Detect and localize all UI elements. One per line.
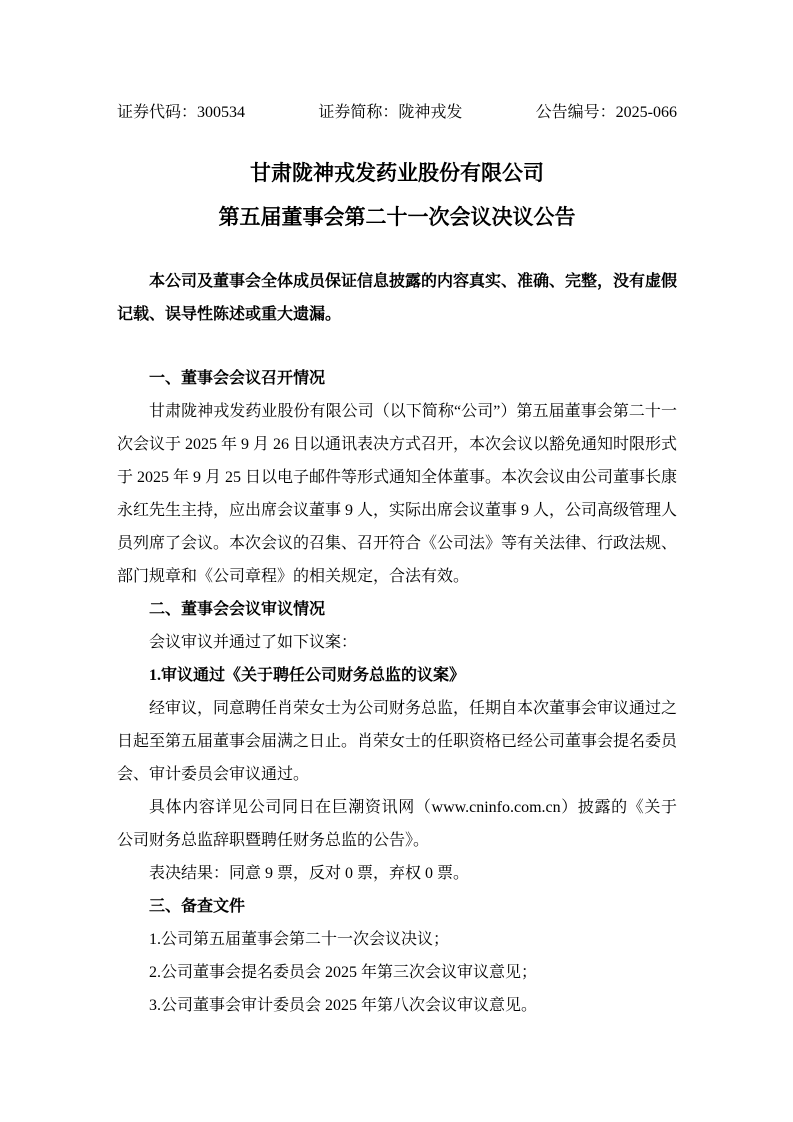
disclaimer-statement: 本公司及董事会全体成员保证信息披露的内容真实、准确、完整，没有虚假记载、误导性陈述或重大遗漏。 bbox=[117, 272, 678, 323]
proposal-1-reference: 具体内容详见公司同日在巨潮资讯网（www.cninfo.com.cn）披露的《关于公司财务总监辞职暨聘任财务总监的公告》。 bbox=[117, 798, 677, 849]
proposal-1-heading: 1.审议通过《关于聘任公司财务总监的议案》 bbox=[149, 666, 466, 684]
section-convening-paragraph: 甘肃陇神戎发药业股份有限公司（以下简称“公司”）第五届董事会第二十一次会议于 2025 年 9 月 26 日以通讯表决方式召开，本次会议以豁免通知时限形式于 2025 年 9 月 25 日以电子邮件等形式通知全体董事。本次会议由公司董事长康永红先生主持，应出席会议董事 9 人，实际出席会议董事 9 人，公司高级管理人员列席了会议。本次会议的召集、召开符合《公司法》等有关法律、行政法规、部门规章和《公司章程》的相关规定，合法有效。 bbox=[117, 402, 678, 585]
section-documents-heading: 三、备查文件 bbox=[149, 897, 246, 915]
stock-code: 证券代码：300534 bbox=[117, 104, 246, 121]
document-item-1: 1.公司第五届董事会第二十一次会议决议； bbox=[149, 930, 450, 948]
proposal-1-detail: 经审议，同意聘任肖荣女士为公司财务总监，任期自本次董事会审议通过之日起至第五届董事会届满之日止。肖荣女士的任职资格已经公司董事会提名委员会、审计委员会审议通过。 bbox=[117, 699, 678, 783]
announcement-number: 公告编号：2025-066 bbox=[535, 104, 677, 121]
proposal-1-vote-result: 表决结果：同意 9 票，反对 0 票，弃权 0 票。 bbox=[149, 864, 470, 882]
section-review-intro: 会议审议并通过了如下议案： bbox=[149, 633, 358, 651]
section-convening-heading: 一、董事会会议召开情况 bbox=[149, 369, 326, 387]
section-review-heading: 二、董事会会议审议情况 bbox=[149, 600, 326, 618]
document-item-3: 3.公司董事会审计委员会 2025 年第八次会议审议意见。 bbox=[149, 996, 538, 1014]
doc-header bbox=[117, 103, 677, 122]
document-item-2: 2.公司董事会提名委员会 2025 年第三次会议审议意见； bbox=[149, 963, 538, 981]
meeting-resolution-title: 第五届董事会第二十一次会议决议公告 bbox=[218, 205, 576, 230]
company-name-title: 甘肃陇神戎发药业股份有限公司 bbox=[250, 161, 544, 185]
stock-short-name: 证券简称：陇神戎发 bbox=[318, 104, 463, 121]
